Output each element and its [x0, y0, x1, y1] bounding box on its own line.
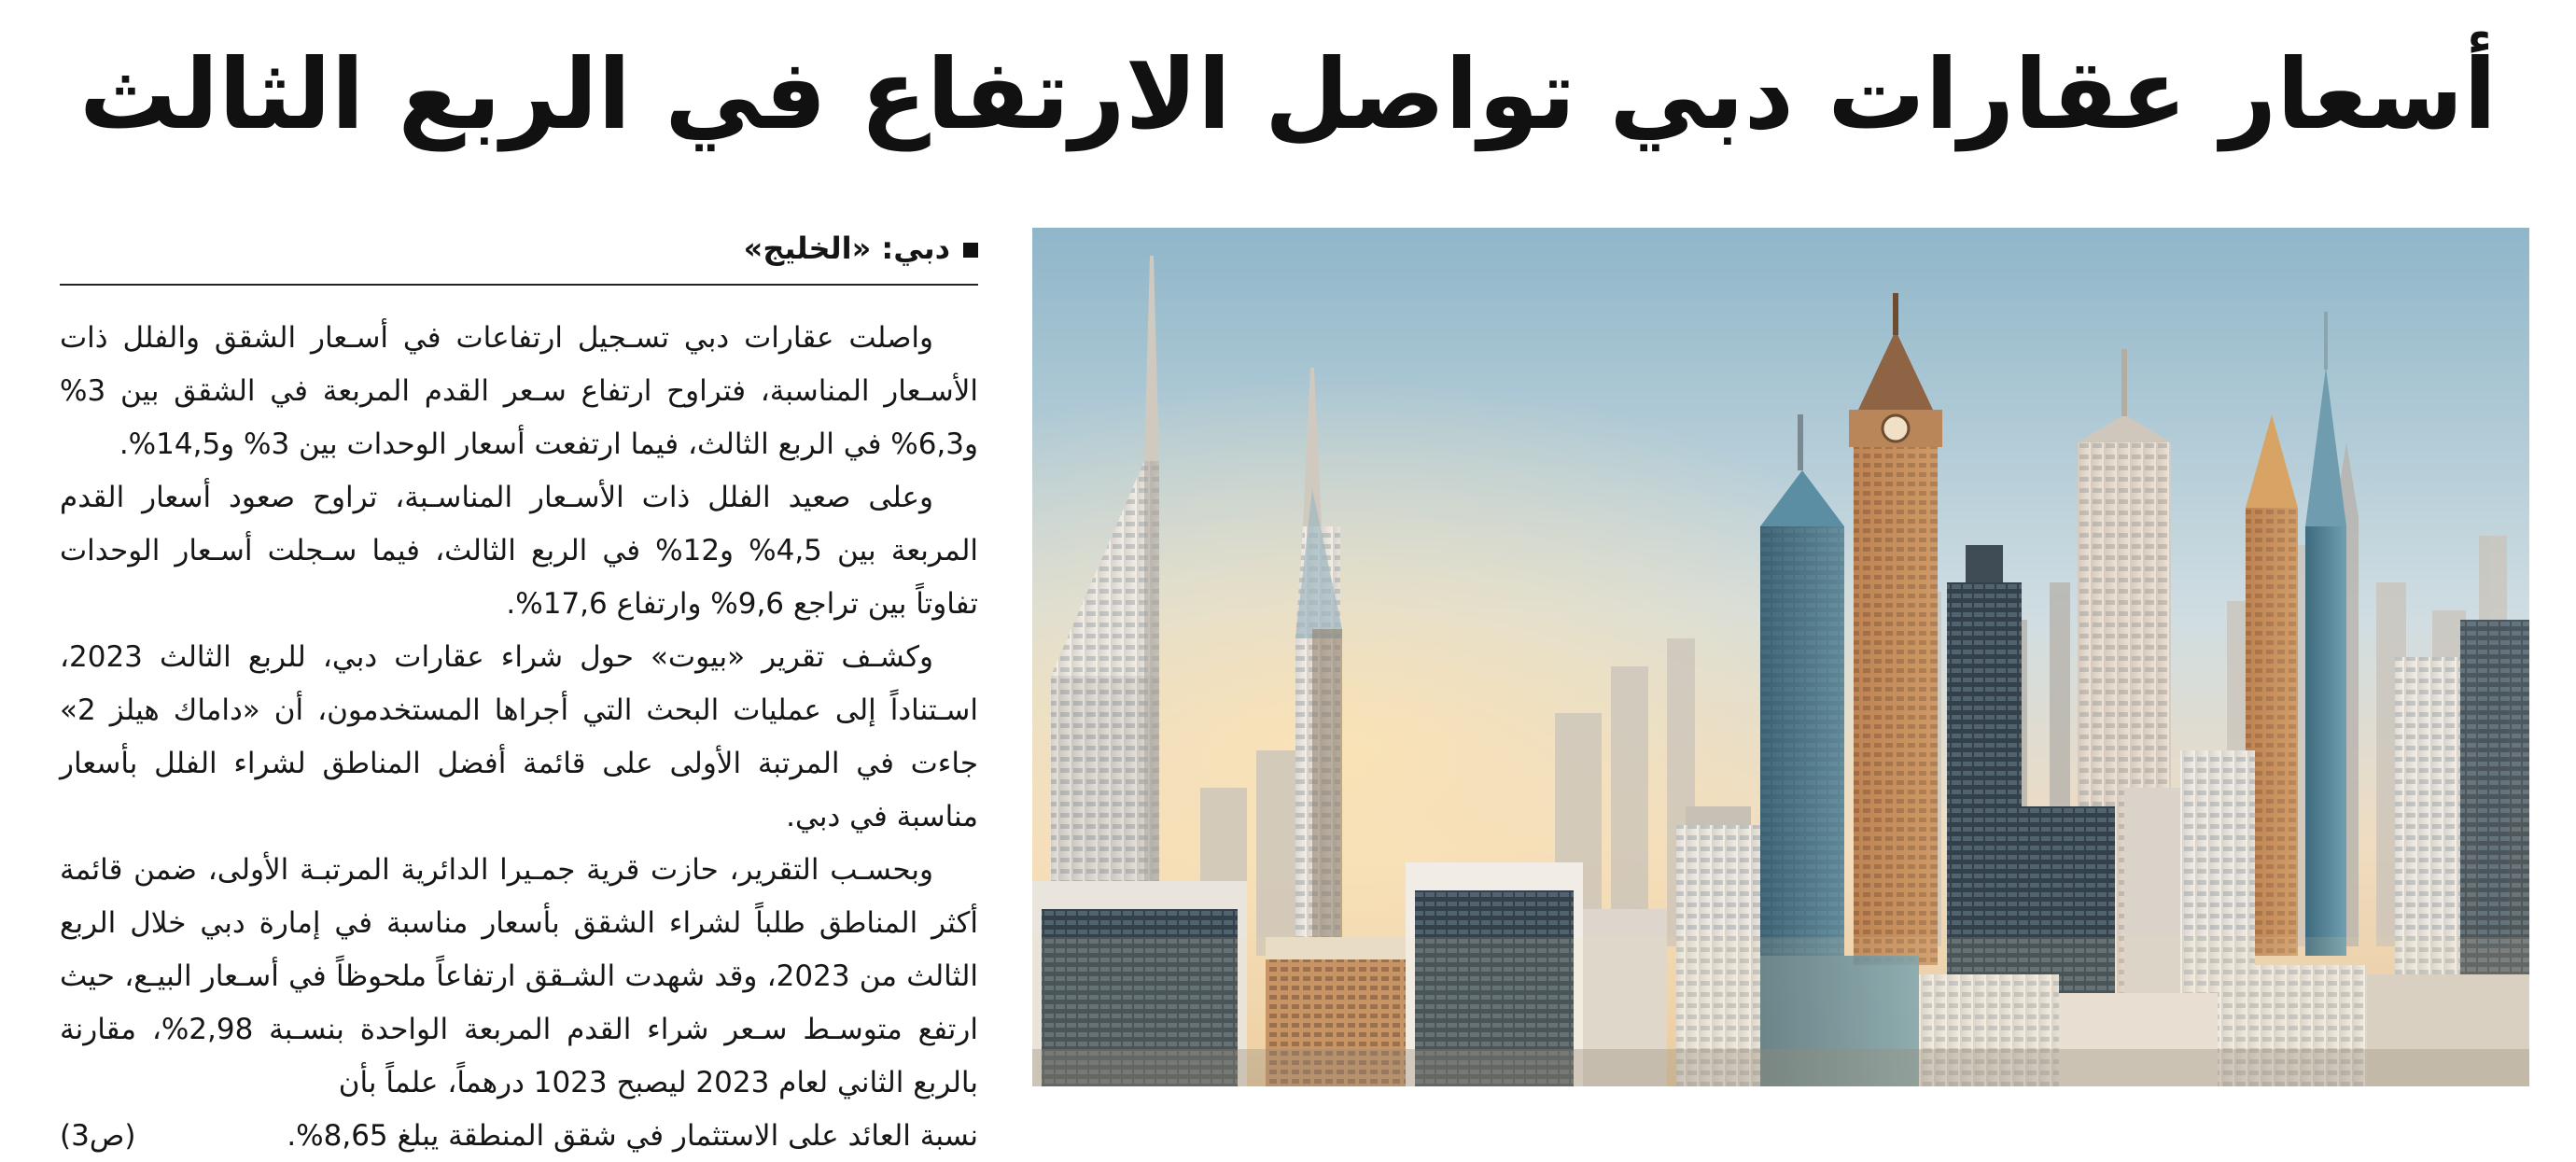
- byline-text: دبي: «الخليج»: [743, 231, 950, 266]
- skyline-illustration: [1032, 228, 2529, 1086]
- paragraph-4: وبحسـب التقرير، حازت قرية جمـيرا الدائرية المرتبـة الأولى، ضمن قائمة أكثر المناطق طلباً لشراء الشقق بأسعار مناسبة في إمارة دبي خلال الربع الثالث من 2023، وقد شهدت الشـقق ارتفاعاً ملحوظاً في أسـعار البيـع، حيث ارتفع متوسـط سـعر شراء القدم المربعة الواحدة بنسـبة 2,98%، مقارنة بالربع الثاني لعام 2023 ليصبح 1023 درهماً، علماً بأن: [60, 853, 979, 1099]
- paragraph-3: وكشـف تقرير «بيوت» حول شراء عقارات دبي، للربع الثالث 2023، اسـتناداً إلى عمليات البحث التي أجراها المستخدمون، أن «داماك هيلز 2» جاءت في المرتبة الأولى على قائمة أفضل المناطق لشراء الفلل بأسعار مناسبة في دبي.: [60, 640, 978, 833]
- bullet-square-icon: [963, 243, 978, 258]
- closing-line: [60, 1110, 978, 1162]
- paragraph-1: واصلت عقارات دبي تسـجيل ارتفاعات في أسـعار الشقق والفلل ذات الأسـعار المناسبة، فتراوح ارتفاع سـعر القدم المربعة في الشقق بين 3% و6,3% في الربع الثالث، فيما ارتفعت أسعار الوحدات بين 3% و14,5%.: [60, 321, 978, 461]
- page-reference: (ص3): [60, 1119, 136, 1153]
- dubai-skyline-photo: [1032, 228, 2529, 1086]
- byline-divider: [60, 284, 978, 286]
- byline: [60, 220, 978, 276]
- paragraph-2: وعلى صعيد الفلل ذات الأسـعار المناسـبة، تراوح صعود أسعار القدم المربعة بين 4,5% و12% في الربع الثالث، فيما سـجلت أسـعار الوحدات تفاوتاً بين تراجع 9,6% وارتفاع 17,6%.: [60, 481, 978, 621]
- article-body: [60, 220, 979, 1153]
- article-headline: أسعار عقارات دبي تواصل الارتفاع في الربع الثالث: [79, 37, 2497, 151]
- closing-sentence: نسبة العائد على الاستثمار في شقق المنطقة يبلغ 8,65%.: [287, 1119, 978, 1153]
